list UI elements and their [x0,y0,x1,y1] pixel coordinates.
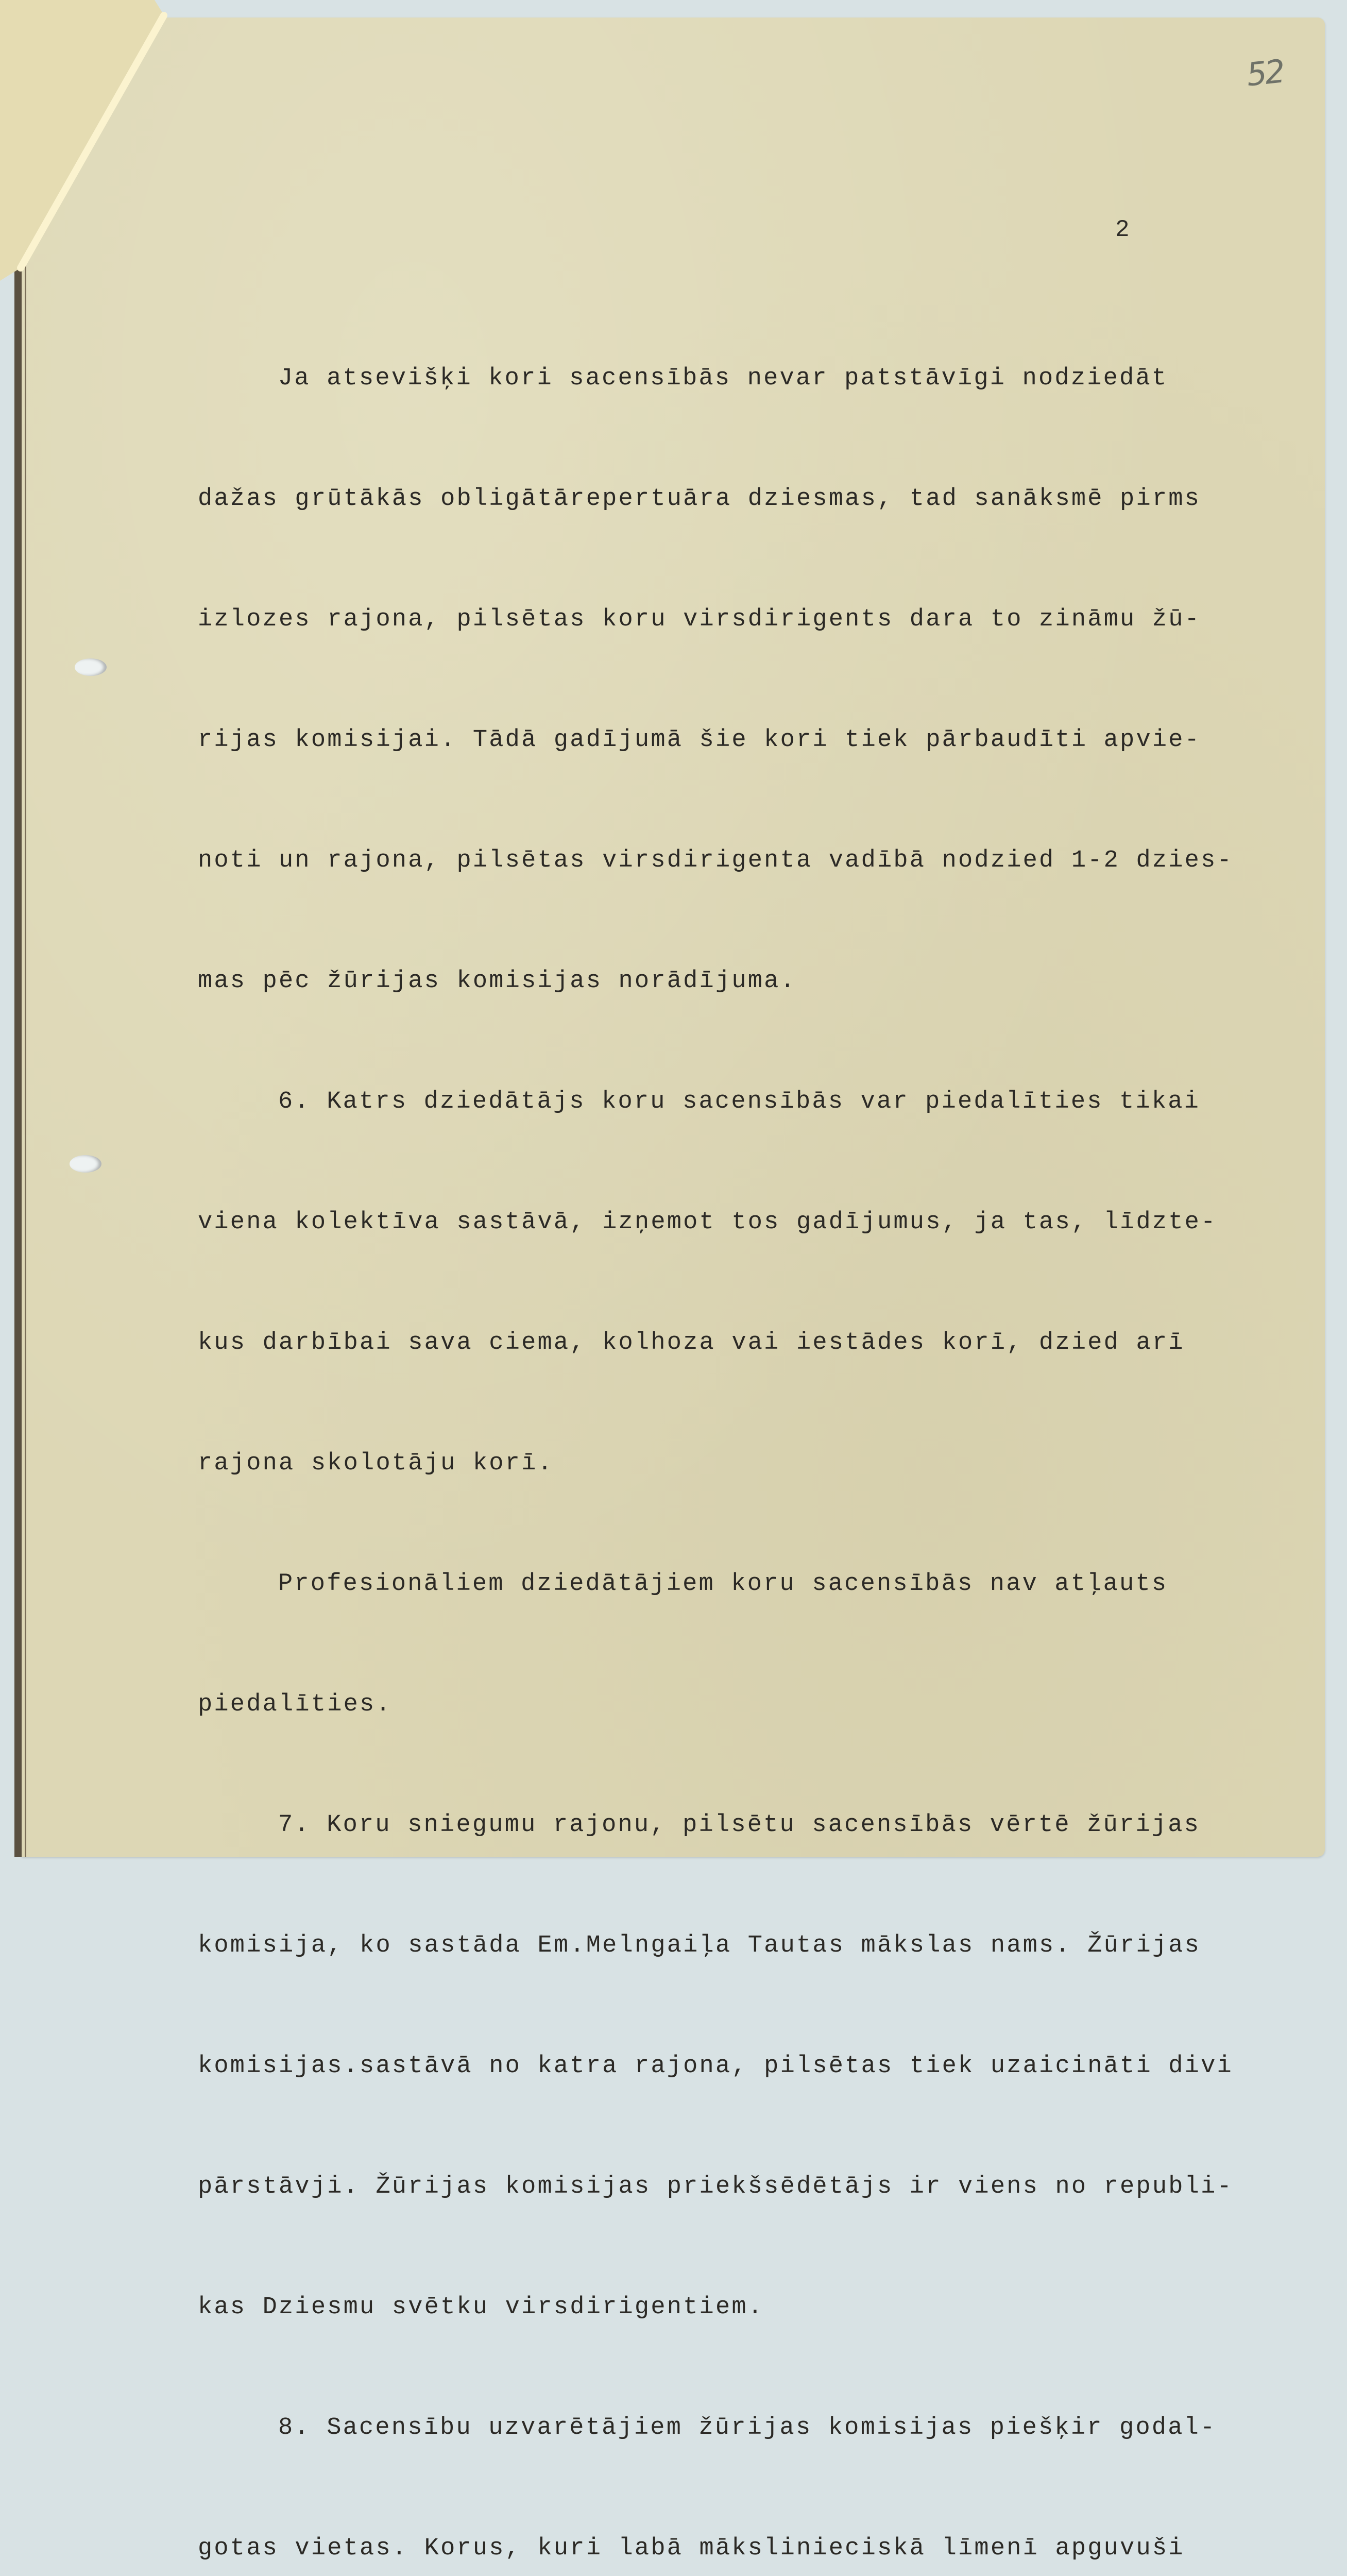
text-line: viena kolektīva sastāvā, izņemot tos gadījumus, ja tas, līdzte- [198,1209,1217,1236]
text-line: dažas grūtākās obligātārepertuāra dziesmas, tad sanāksmē pirms [198,485,1201,513]
typewritten-body [198,278,1243,2576]
text-line: piedalīties. [198,1691,392,1718]
text-line: rajona skolotāju korī. [198,1450,554,1477]
punch-hole-icon [75,658,107,676]
text-line: 6. Katrs dziedātājs koru sacensībās var piedalīties tikai [278,1088,1201,1115]
text-line: mas pēc žūrijas komisijas norādījuma. [198,968,796,995]
text-line: 7. Koru sniegumu rajonu, pilsētu sacensībās vērtē žūrijas [278,1811,1201,1839]
text-line: rijas komisijai. Tādā gadījumā šie kori tiek pārbaudīti apvie- [198,726,1201,754]
text-line: kas Dziesmu svētku virsdirigentiem. [198,2294,764,2321]
text-line: Profesionāliem dziedātājiem koru sacensībās nav atļauts [278,1570,1168,1598]
text-line: noti un rajona, pilsētas virsdirigenta vadībā nodzied 1-2 dzies- [198,847,1233,874]
punch-hole-icon [70,1155,101,1173]
text-line: kus darbībai sava ciema, kolhoza vai iestādes korī, dzied arī [198,1329,1185,1357]
handwritten-folio-number: 52 [1244,52,1285,94]
text-line: Ja atsevišķi kori sacensībās nevar patstāvīgi nodziedāt [278,365,1168,392]
text-line: komisijas.sastāvā no katra rajona, pilsētas tiek uzaicināti divi [198,2053,1233,2080]
text-line: izlozes rajona, pilsētas koru virsdirigents dara to zināmu žū- [198,606,1201,633]
text-line: gotas vietas. Korus, kuri labā mākslinieciskā līmenī apguvuši [198,2535,1185,2562]
page-number: 2 [1115,216,1130,243]
text-line: 8. Sacensību uzvarētājiem žūrijas komisijas piešķir godal- [278,2414,1217,2442]
text-line: komisija, ko sastāda Em.Melngaiļa Tautas mākslas nams. Žūrijas [198,1932,1201,1959]
text-line: pārstāvji. Žūrijas komisijas priekšsēdētājs ir viens no republi- [198,2173,1233,2200]
